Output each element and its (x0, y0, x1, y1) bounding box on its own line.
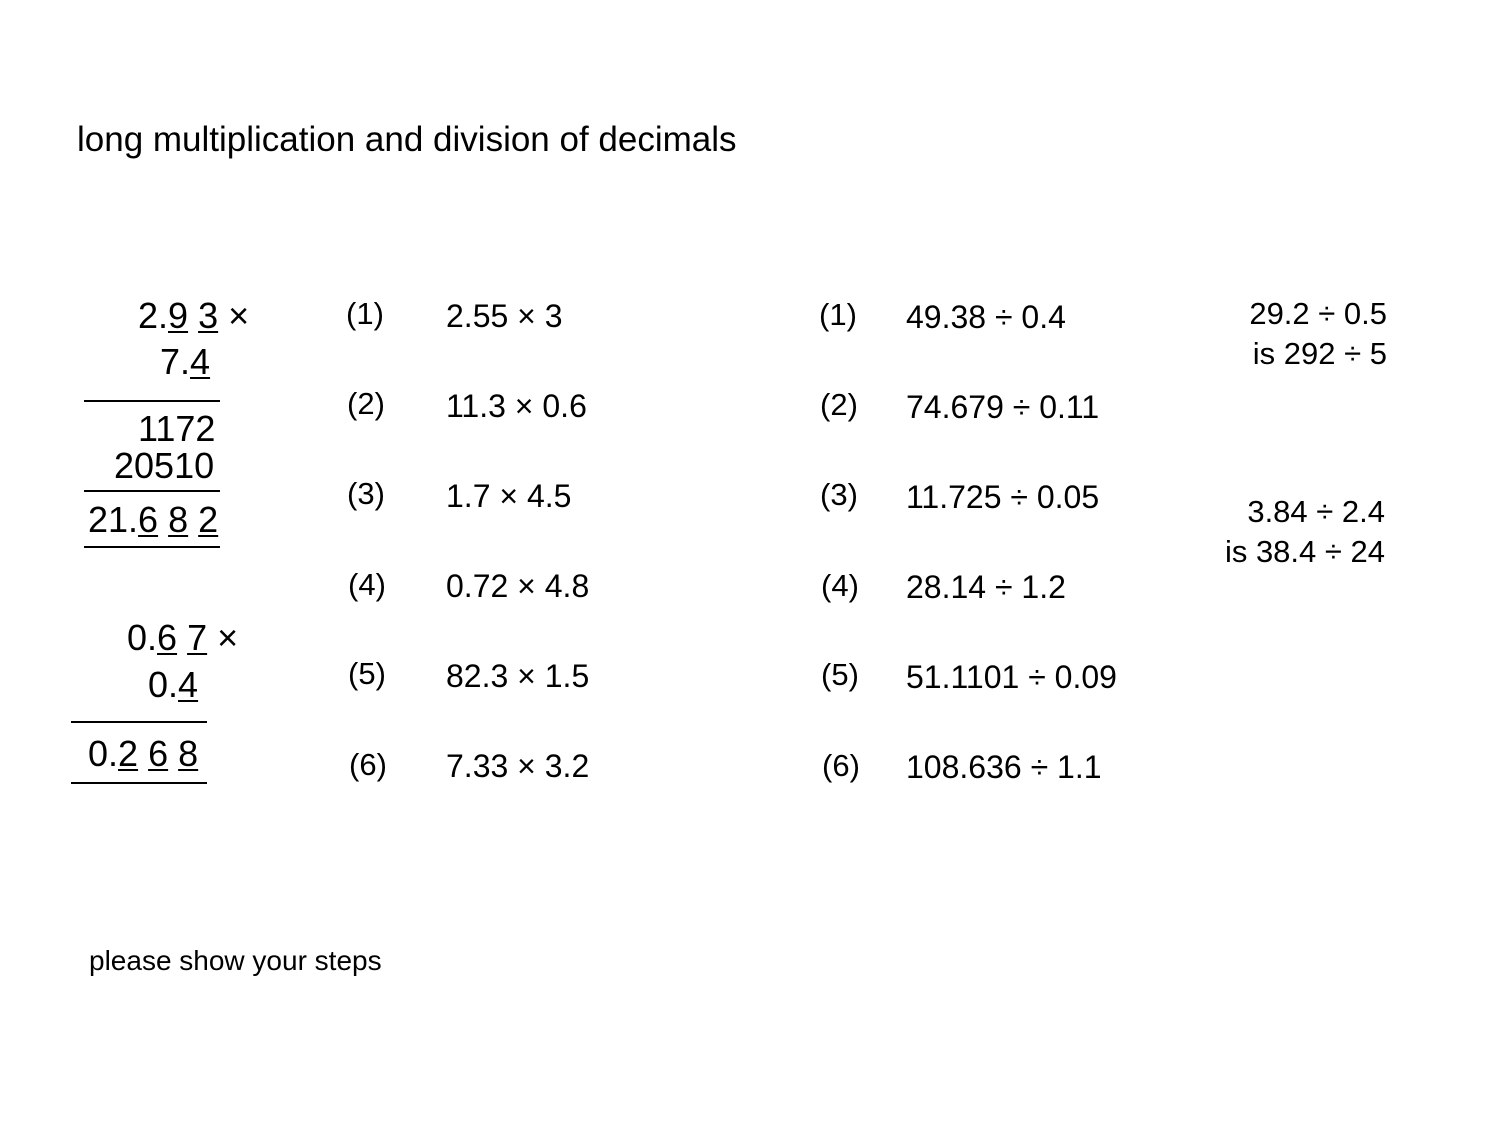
example2-rule-1 (71, 721, 207, 723)
example1-rule-1 (84, 400, 220, 402)
mult-q1-expression: 2.55 × 3 (446, 298, 563, 334)
div-q4-number: (4) (821, 568, 859, 603)
div-q5-number: (5) (821, 657, 859, 692)
example1-partial-product-1: 1172 (138, 408, 216, 449)
example2-result: 0.2 6 8 (88, 733, 199, 774)
mult-q2-expression: 11.3 × 0.6 (446, 388, 587, 424)
example1-multiplicand: 2.9 3 × (138, 295, 250, 336)
hint-1 (1249, 294, 1387, 374)
div-q6-number: (6) (822, 748, 860, 783)
div-q2-expression: 74.679 ÷ 0.11 (906, 389, 1100, 425)
div-q3-expression: 11.725 ÷ 0.05 (906, 479, 1100, 515)
mult-q4-number: (4) (348, 567, 386, 602)
mult-q6-number: (6) (349, 747, 387, 782)
hint-2-line-2: is 38.4 ÷ 24 (1224, 534, 1385, 569)
hint-2 (1225, 492, 1385, 572)
div-q1-number: (1) (819, 297, 857, 332)
example2-multiplier: 0.4 (148, 664, 199, 705)
example1-rule-3 (84, 546, 220, 548)
mult-q3-expression: 1.7 × 4.5 (446, 478, 572, 514)
example1-multiplier: 7.4 (160, 341, 211, 382)
div-q4-expression: 28.14 ÷ 1.2 (906, 569, 1066, 605)
example2-rule-2 (71, 782, 207, 784)
mult-q1-number: (1) (346, 296, 384, 331)
div-q6-expression: 108.636 ÷ 1.1 (906, 749, 1102, 785)
div-q3-number: (3) (820, 477, 858, 512)
div-q1-expression: 49.38 ÷ 0.4 (906, 299, 1066, 335)
example1-rule-2 (84, 490, 220, 492)
example1-partial-product-2: 20510 (114, 445, 215, 486)
hint-1-line-1: 29.2 ÷ 0.5 (1249, 296, 1387, 331)
example2-multiplicand: 0.6 7 × (127, 617, 239, 658)
instruction-text: please show your steps (89, 945, 382, 976)
hint-2-line-1: 3.84 ÷ 2.4 (1247, 494, 1385, 529)
mult-q2-number: (2) (347, 386, 385, 421)
div-q2-number: (2) (820, 387, 858, 422)
mult-q6-expression: 7.33 × 3.2 (446, 748, 590, 784)
mult-q5-expression: 82.3 × 1.5 (446, 658, 590, 694)
example1-result: 21.6 8 2 (88, 499, 219, 540)
mult-q4-expression: 0.72 × 4.8 (446, 568, 590, 604)
hint-1-line-2: is 292 ÷ 5 (1252, 336, 1387, 371)
mult-q5-number: (5) (348, 656, 386, 691)
mult-q3-number: (3) (347, 476, 385, 511)
div-q5-expression: 51.1101 ÷ 0.09 (906, 659, 1117, 695)
worksheet-title: long multiplication and division of decimals (77, 120, 737, 159)
